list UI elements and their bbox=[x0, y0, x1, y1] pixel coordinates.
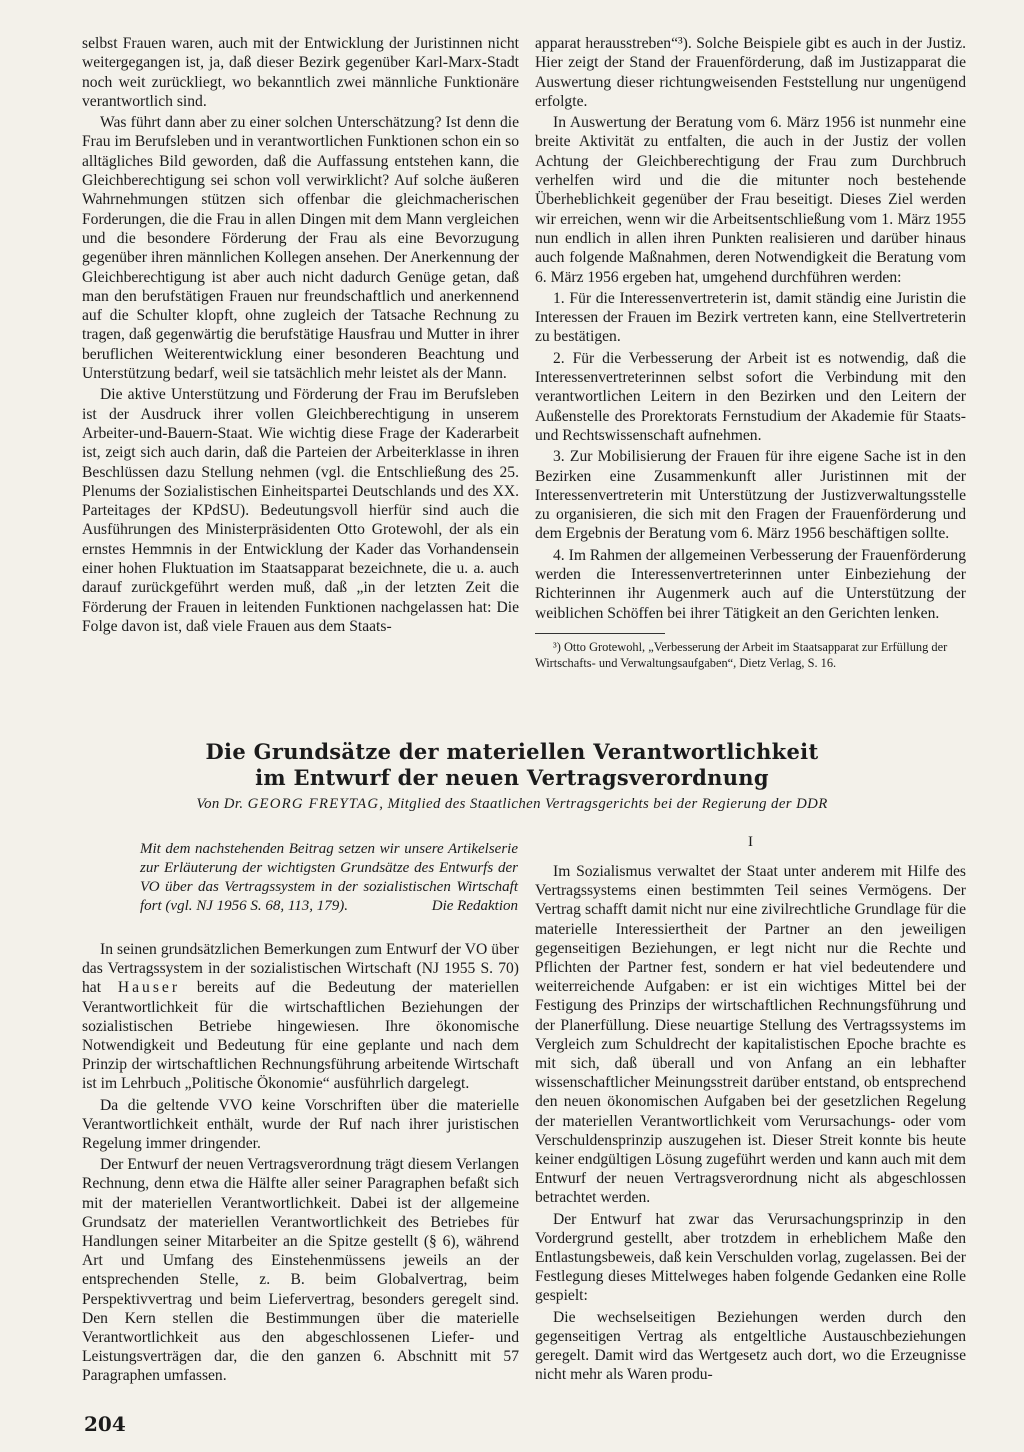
list-item: 2. Für die Verbesserung der Arbeit ist es notwendig, daß die Interessenvertreterinnen selbst sofort die Verbindung mit den verantwortlichen Leitern in den Bezirken und den Leitern der Außenstelle des Prorektorats Fernstudium der Akademie für Staats- und Rechtswissenschaft aufnehmen. bbox=[535, 349, 966, 444]
article-title-line-1: Die Grundsätze der materiellen Verantwortlichkeit bbox=[205, 739, 819, 764]
footnote: ³) Otto Grotewohl, „Verbesserung der Arbeit im Staatsapparat zur Erfüllung der Wirtschafts- und Verwaltungsaufgaben“, Dietz Verlag, S. 16. bbox=[535, 639, 948, 670]
list-item: 3. Zur Mobilisierung der Frauen für ihre eigene Sache ist in den Bezirken eine Zusammenkunft aller Juristinnen mit der Interessenvertreterin mit Unterstützung der Justizverwaltungsstelle zu organisieren, die sich mit den Fragen der Frauenförderung und dem Ergebnis der Beratung vom 6. März 1956 beschäftigen sollte. bbox=[535, 448, 966, 543]
paragraph: Die aktive Unterstützung und Förderung der Frau im Berufsleben ist der Ausdruck ihrer vollen Gleichberechtigung in unserem Arbeiter-und-Bauern-Staat. Wie wichtig diese Frage der Kaderarbeit ist, zeigt sich auch darin, daß die Parteien der Arbeiterklasse in ihren Beschlüssen dazu Stellung nehmen (vgl. die Entschließung des 25. Plenums der Sozialistischen Einheitspartei Deutschlands und des XX. Parteitages der KPdSU). Bedeutungsvoll hierfür sind auch die Ausführungen des Ministerpräsidenten Otto Grotewohl, der als ein ernstes Hemmnis in der Entwicklung der Kader das Vorhandensein einer hohen Fluktuation im Staatsapparat bezeichnete, die u. a. auch darauf zurückgeführt werden muß, daß „in der letzten Zeit die Förderung der Frauen in leitenden Funktionen nachgelassen hat: Die Folge davon ist, daß viele Frauen aus dem Staats- bbox=[82, 386, 519, 635]
paragraph: Im Sozialismus verwaltet der Staat unter anderem mit Hilfe des Vertragssystems einen bestimmten Teil seines Vermögens. Der Vertrag schafft damit nicht nur eine zivilrechtliche Grundlage für die materielle Interessiertheit der Partner an den jeweiligen gegenseitigen Beziehungen, er legt nicht nur die Rechte und Pflichten der Partner fest, sondern er hat viel bedeutendere und weiterreichende Aufgaben: er ist ein wichtiges Mittel bei der Festigung des Prinzips der wirtschaftlichen Rechnungsführung und der Planerfüllung. Diese neuartige Stellung des Vertragssystems im Vergleich zum Schuldrecht der kapitalistischen Epoche brachte es mit sich, daß überall und von Anfang an ein lebhafter wissenschaftlicher Meinungsstreit darüber entstand, ob entsprechend den neuen ökonomischen Aufgaben bei der gesetzlichen Regelung der materiellen Verantwortlichkeit vom Verursachungs- oder vom Verschuldensprinzip auszugehen ist. Dieser Streit konnte bis heute keiner endgültigen Lösung zugeführt werden und kann auch mit dem Entwurf der neuen Vertragsverordnung nicht als abgeschlossen betrachtet werden. bbox=[535, 863, 966, 1207]
author-name: GEORG FREYTAG bbox=[247, 796, 380, 812]
bottom-right-column bbox=[535, 862, 966, 1386]
author-prefix: Von Dr. bbox=[196, 796, 244, 812]
paragraph-text: bereits auf die Bedeutung der materiellen Verantwortlichkeit für die wirtschaftlichen Beziehungen der sozialistischen Betriebe hingewiesen. Ihre ökonomische Notwendigkeit und Bedeutung für eine geplante und nach dem Prinzip der wirtschaftlichen Rechnungsführung arbeitende Wirtschaft ist im Lehrbuch „Politische Ökonomie“ ausführlich dargelegt. bbox=[82, 979, 520, 1093]
page-number: 204 bbox=[84, 1412, 126, 1436]
editorial-intro bbox=[140, 840, 518, 916]
paragraph: Was führt dann aber zu einer solchen Unterschätzung? Ist denn die Frau im Berufsleben und in verantwortlichen Funktionen schon ein so alltägliches Bild geworden, daß die Auffassung entstehen kann, die Gleichberechtigung sei schon voll verwirklicht? Auf solche äußeren Wahrnehmungen stützen sich offenbar die gleichmacherischen Forderungen, die die Frau in allen Dingen mit dem Mann vergleichen und die besondere Förderung der Frau als eine Bevorzugung gegenüber ihren männlichen Kollegen ansehen. Der Anerkennung der Gleichberechtigung ist aber auch nicht dadurch Genüge getan, daß man den berufstätigen Frauen nur freundschaftlich und anerkennend auf die Schulter klopft, ohne zugleich der Tatsache Rechnung zu tragen, daß gegenwärtig die berufstätige Hausfrau und Mutter in ihrer beruflichen Weiterentwicklung einer besonderen Beachtung und Unterstützung bedarf, weil sie tatsächlich mehr leistet als der Mann. bbox=[82, 114, 519, 383]
top-right-column bbox=[535, 34, 966, 673]
paragraph-text: In seinen grundsätzlichen Bemerkungen zum Entwurf der VO über das Vertragssystem in der sozialistischen Wirtschaft (NJ 1955 S. 70) hat bbox=[82, 941, 519, 997]
article-title-line-2: im Entwurf der neuen Vertragsverordnung bbox=[255, 765, 769, 790]
bottom-left-column bbox=[82, 940, 519, 1388]
paragraph: selbst Frauen waren, auch mit der Entwicklung der Juristinnen nicht weitergegangen ist, ja, daß dieser Bezirk gegenüber Karl-Marx-Stadt noch weit zurückliegt, wo bekanntlich zwei männliche Funktionäre verantwortlich sind. bbox=[82, 35, 519, 110]
section-numeral: I bbox=[748, 834, 753, 850]
cited-author: Hauser bbox=[117, 979, 181, 997]
footnote-divider bbox=[535, 633, 665, 634]
paragraph bbox=[82, 940, 519, 1094]
paragraph: Da die geltende VVO keine Vorschriften über die materielle Verantwortlichkeit enthält, wurde der Ruf nach ihrer juristischen Regelung immer dringender. bbox=[82, 1096, 519, 1153]
author-affiliation: , Mitglied des Staatlichen Vertragsgerichts bei der Regierung der DDR bbox=[379, 796, 828, 812]
paragraph: In Auswertung der Beratung vom 6. März 1956 ist nunmehr eine breite Aktivität zu entfalten, die auch in der Justiz der vollen Achtung der Gleichberechtigung der Frau zum Durchbruch verhelfen wird und die die mitunter noch bestehende Überheblichkeit gegenüber der Frau beseitigt. Dieses Ziel werden wir erreichen, wenn wir die Arbeitsentschließung vom 1. März 1955 nun endlich in allen ihren Punkten realisieren und darüber hinaus auch folgende Maßnahmen, deren Notwendigkeit die Beratung vom 6. März 1956 ergeben hat, umgehend durchführen werden: bbox=[535, 114, 966, 286]
intro-text: Mit dem nachstehenden Beitrag setzen wir unsere Artikelserie zur Erläuterung der wichtigsten Grundsätze des Entwurfs der VO über das Vertragssystem in der sozialistischen Wirtschaft fort (vgl. NJ 1956 S. 68, 113, 179). bbox=[140, 841, 518, 914]
paragraph: Der Entwurf der neuen Vertragsverordnung trägt diesem Verlangen Rechnung, denn etwa die Hälfte aller seiner Paragraphen befaßt sich mit der materiellen Verantwortlichkeit. Dabei ist der allgemeine Grundsatz der materiellen Verantwortlichkeit des Betriebes für Handlungen seiner Mitarbeiter an die Spitze gestellt (§ 6), während Art und Umfang des Einstehenmüssens jeweils an der entsprechenden Stelle, z. B. beim Globalvertrag, beim Perspektivvertrag und beim Liefervertrag, besonders geregelt sind. Den Kern stellen die Bestimmungen über die materielle Verantwortlichkeit aus den abgeschlossenen Liefer- und Leistungsverträgen dar, die den ganzen 6. Abschnitt mit 57 Paragraphen umfassen. bbox=[82, 1156, 519, 1385]
paragraph: Der Entwurf hat zwar das Verursachungsprinzip in den Vordergrund gestellt, aber trotzdem in erheblichem Maße den Entlastungsbeweis, daß kein Verschulden vorlag, zugelassen. Bei der Festlegung dieses Mittelweges haben folgende Gedanken eine Rolle gespielt: bbox=[535, 1210, 966, 1305]
editorial-signature: Die Redaktion bbox=[431, 898, 518, 914]
article-author bbox=[0, 796, 1024, 813]
list-item: 4. Im Rahmen der allgemeinen Verbesserung der Frauenförderung werden die Interessenvertreterinnen unter Einbeziehung der Richterinnen ihr Augenmerk auch auf die Unterstützung der weiblichen Schöffen bei ihrer Tätigkeit an den Gerichten lenken. bbox=[535, 546, 966, 622]
paragraph: Die wechselseitigen Beziehungen werden durch den gegenseitigen Vertrag als entgeltliche Austauschbeziehungen geregelt. Damit wird das Wertgesetz auch dort, wo die Erzeugnisse nicht mehr als Waren produ- bbox=[535, 1308, 966, 1384]
list-item: 1. Für die Interessenvertreterin ist, damit ständig eine Juristin die Interessen der Frauen im Bezirk vertreten kann, eine Stellvertreterin zu bestätigen. bbox=[535, 289, 966, 346]
paragraph: apparat herausstreben“³). Solche Beispiele gibt es auch in der Justiz. Hier zeigt der Stand der Frauenförderung, daß im Justizapparat die Auswertung dieser richtungweisenden Feststellung nur ungenügend erfolgte. bbox=[535, 35, 966, 110]
measures-list bbox=[535, 289, 966, 623]
top-left-column bbox=[82, 34, 519, 638]
